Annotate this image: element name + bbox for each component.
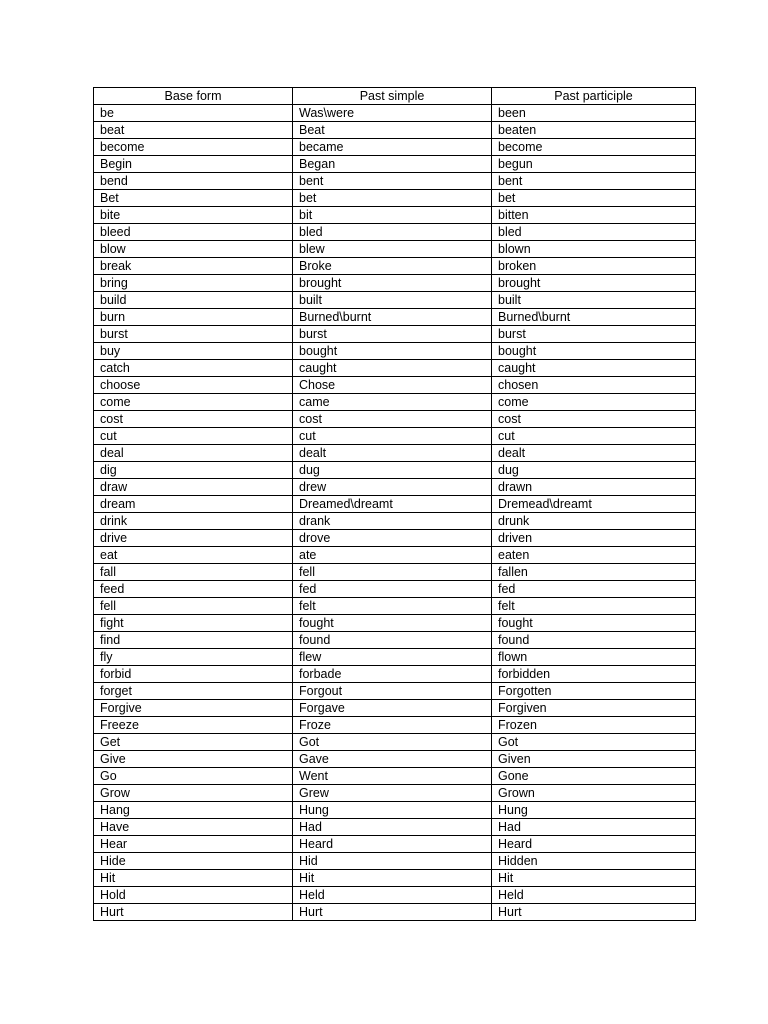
table-row bbox=[94, 581, 696, 598]
cell-past-participle: blown bbox=[492, 241, 696, 258]
table-row bbox=[94, 394, 696, 411]
cell-base-form: draw bbox=[94, 479, 293, 496]
cell-base-form: fall bbox=[94, 564, 293, 581]
cell-past-simple: Hurt bbox=[293, 904, 492, 921]
table-row bbox=[94, 462, 696, 479]
cell-past-participle: Hung bbox=[492, 802, 696, 819]
table-row bbox=[94, 513, 696, 530]
cell-past-simple: found bbox=[293, 632, 492, 649]
cell-past-simple: Hid bbox=[293, 853, 492, 870]
table-row bbox=[94, 428, 696, 445]
cell-past-simple: dealt bbox=[293, 445, 492, 462]
cell-past-participle: Forgotten bbox=[492, 683, 696, 700]
table-row bbox=[94, 360, 696, 377]
cell-past-simple: Began bbox=[293, 156, 492, 173]
cell-past-participle: Got bbox=[492, 734, 696, 751]
cell-past-simple: forbade bbox=[293, 666, 492, 683]
cell-base-form: build bbox=[94, 292, 293, 309]
table-row bbox=[94, 768, 696, 785]
cell-base-form: dig bbox=[94, 462, 293, 479]
table-row bbox=[94, 343, 696, 360]
cell-past-simple: burst bbox=[293, 326, 492, 343]
cell-past-simple: bet bbox=[293, 190, 492, 207]
cell-past-participle: Forgiven bbox=[492, 700, 696, 717]
cell-past-participle: cost bbox=[492, 411, 696, 428]
cell-base-form: bend bbox=[94, 173, 293, 190]
table-row bbox=[94, 887, 696, 904]
cell-base-form: fly bbox=[94, 649, 293, 666]
cell-past-participle: fought bbox=[492, 615, 696, 632]
cell-base-form: drink bbox=[94, 513, 293, 530]
table-row bbox=[94, 530, 696, 547]
cell-past-simple: fed bbox=[293, 581, 492, 598]
table-row bbox=[94, 173, 696, 190]
cell-base-form: Forgive bbox=[94, 700, 293, 717]
cell-past-simple: built bbox=[293, 292, 492, 309]
cell-past-simple: Froze bbox=[293, 717, 492, 734]
cell-past-simple: Hung bbox=[293, 802, 492, 819]
table-row bbox=[94, 207, 696, 224]
cell-base-form: buy bbox=[94, 343, 293, 360]
table-row bbox=[94, 377, 696, 394]
cell-base-form: deal bbox=[94, 445, 293, 462]
table-row bbox=[94, 836, 696, 853]
cell-past-simple: brought bbox=[293, 275, 492, 292]
cell-base-form: Bet bbox=[94, 190, 293, 207]
header-past-participle: Past participle bbox=[492, 88, 696, 105]
cell-base-form: Have bbox=[94, 819, 293, 836]
cell-past-simple: Burned\burnt bbox=[293, 309, 492, 326]
cell-base-form: bring bbox=[94, 275, 293, 292]
cell-base-form: Get bbox=[94, 734, 293, 751]
cell-past-participle: felt bbox=[492, 598, 696, 615]
cell-past-participle: bitten bbox=[492, 207, 696, 224]
table-row bbox=[94, 258, 696, 275]
table-row bbox=[94, 598, 696, 615]
table-row bbox=[94, 105, 696, 122]
table-row bbox=[94, 190, 696, 207]
table-row bbox=[94, 547, 696, 564]
cell-past-simple: Heard bbox=[293, 836, 492, 853]
cell-past-participle: bled bbox=[492, 224, 696, 241]
cell-past-participle: dealt bbox=[492, 445, 696, 462]
cell-past-participle: driven bbox=[492, 530, 696, 547]
cell-past-simple: Gave bbox=[293, 751, 492, 768]
table-row bbox=[94, 309, 696, 326]
cell-past-participle: forbidden bbox=[492, 666, 696, 683]
cell-past-participle: Frozen bbox=[492, 717, 696, 734]
cell-past-simple: blew bbox=[293, 241, 492, 258]
cell-base-form: forbid bbox=[94, 666, 293, 683]
header-base-form: Base form bbox=[94, 88, 293, 105]
cell-past-participle: Heard bbox=[492, 836, 696, 853]
cell-base-form: feed bbox=[94, 581, 293, 598]
table-row bbox=[94, 751, 696, 768]
cell-past-simple: Beat bbox=[293, 122, 492, 139]
cell-past-simple: Grew bbox=[293, 785, 492, 802]
cell-base-form: Hit bbox=[94, 870, 293, 887]
cell-base-form: Hear bbox=[94, 836, 293, 853]
cell-past-participle: Had bbox=[492, 819, 696, 836]
table-body bbox=[94, 105, 696, 921]
cell-base-form: fight bbox=[94, 615, 293, 632]
table-row bbox=[94, 632, 696, 649]
table-row bbox=[94, 496, 696, 513]
table-row bbox=[94, 802, 696, 819]
cell-past-participle: drunk bbox=[492, 513, 696, 530]
cell-base-form: Grow bbox=[94, 785, 293, 802]
cell-past-participle: Held bbox=[492, 887, 696, 904]
cell-base-form: drive bbox=[94, 530, 293, 547]
cell-past-participle: chosen bbox=[492, 377, 696, 394]
cell-past-simple: bit bbox=[293, 207, 492, 224]
table-row bbox=[94, 700, 696, 717]
cell-past-participle: begun bbox=[492, 156, 696, 173]
cell-past-simple: fell bbox=[293, 564, 492, 581]
cell-past-participle: flown bbox=[492, 649, 696, 666]
cell-base-form: find bbox=[94, 632, 293, 649]
table-row bbox=[94, 275, 696, 292]
cell-base-form: Go bbox=[94, 768, 293, 785]
table-row bbox=[94, 479, 696, 496]
table-row bbox=[94, 717, 696, 734]
cell-base-form: come bbox=[94, 394, 293, 411]
table-row bbox=[94, 649, 696, 666]
cell-base-form: cost bbox=[94, 411, 293, 428]
cell-base-form: burst bbox=[94, 326, 293, 343]
cell-past-simple: cut bbox=[293, 428, 492, 445]
table-row bbox=[94, 139, 696, 156]
table-row bbox=[94, 785, 696, 802]
cell-past-participle: been bbox=[492, 105, 696, 122]
cell-past-participle: eaten bbox=[492, 547, 696, 564]
cell-base-form: forget bbox=[94, 683, 293, 700]
cell-past-participle: Hidden bbox=[492, 853, 696, 870]
cell-base-form: beat bbox=[94, 122, 293, 139]
cell-past-simple: drank bbox=[293, 513, 492, 530]
cell-base-form: blow bbox=[94, 241, 293, 258]
cell-past-participle: Hurt bbox=[492, 904, 696, 921]
cell-past-simple: ate bbox=[293, 547, 492, 564]
cell-past-simple: Held bbox=[293, 887, 492, 904]
cell-past-simple: Was\were bbox=[293, 105, 492, 122]
table-row bbox=[94, 853, 696, 870]
cell-base-form: burn bbox=[94, 309, 293, 326]
cell-base-form: Hang bbox=[94, 802, 293, 819]
cell-past-participle: bought bbox=[492, 343, 696, 360]
cell-past-simple: bought bbox=[293, 343, 492, 360]
table-row bbox=[94, 445, 696, 462]
cell-past-participle: dug bbox=[492, 462, 696, 479]
cell-past-participle: Dremead\dreamt bbox=[492, 496, 696, 513]
cell-base-form: bleed bbox=[94, 224, 293, 241]
cell-past-simple: Had bbox=[293, 819, 492, 836]
cell-base-form: catch bbox=[94, 360, 293, 377]
cell-base-form: Hide bbox=[94, 853, 293, 870]
table-header bbox=[94, 88, 696, 105]
cell-base-form: Hurt bbox=[94, 904, 293, 921]
cell-past-simple: became bbox=[293, 139, 492, 156]
header-past-simple: Past simple bbox=[293, 88, 492, 105]
cell-base-form: Give bbox=[94, 751, 293, 768]
cell-base-form: bite bbox=[94, 207, 293, 224]
table-row bbox=[94, 870, 696, 887]
cell-base-form: Begin bbox=[94, 156, 293, 173]
cell-past-simple: Forgout bbox=[293, 683, 492, 700]
cell-past-simple: cost bbox=[293, 411, 492, 428]
cell-past-participle: Burned\burnt bbox=[492, 309, 696, 326]
table-row bbox=[94, 156, 696, 173]
cell-past-participle: burst bbox=[492, 326, 696, 343]
cell-past-participle: built bbox=[492, 292, 696, 309]
cell-past-simple: Broke bbox=[293, 258, 492, 275]
cell-past-simple: caught bbox=[293, 360, 492, 377]
cell-past-simple: Forgave bbox=[293, 700, 492, 717]
cell-past-participle: fallen bbox=[492, 564, 696, 581]
cell-past-simple: dug bbox=[293, 462, 492, 479]
cell-base-form: choose bbox=[94, 377, 293, 394]
cell-past-simple: fought bbox=[293, 615, 492, 632]
header-row bbox=[94, 88, 696, 105]
cell-past-simple: Dreamed\dreamt bbox=[293, 496, 492, 513]
cell-past-simple: Hit bbox=[293, 870, 492, 887]
cell-past-participle: drawn bbox=[492, 479, 696, 496]
cell-past-simple: felt bbox=[293, 598, 492, 615]
table-row bbox=[94, 564, 696, 581]
cell-past-simple: drew bbox=[293, 479, 492, 496]
cell-past-participle: bet bbox=[492, 190, 696, 207]
cell-base-form: eat bbox=[94, 547, 293, 564]
table-row bbox=[94, 122, 696, 139]
cell-past-simple: Got bbox=[293, 734, 492, 751]
cell-past-simple: Chose bbox=[293, 377, 492, 394]
table-row bbox=[94, 683, 696, 700]
cell-past-participle: caught bbox=[492, 360, 696, 377]
cell-past-participle: broken bbox=[492, 258, 696, 275]
irregular-verbs-table bbox=[93, 87, 696, 921]
cell-past-simple: drove bbox=[293, 530, 492, 547]
table-row bbox=[94, 904, 696, 921]
cell-base-form: Hold bbox=[94, 887, 293, 904]
cell-past-participle: become bbox=[492, 139, 696, 156]
table-row bbox=[94, 326, 696, 343]
table-row bbox=[94, 224, 696, 241]
cell-past-simple: came bbox=[293, 394, 492, 411]
table-row bbox=[94, 734, 696, 751]
cell-base-form: Freeze bbox=[94, 717, 293, 734]
cell-base-form: break bbox=[94, 258, 293, 275]
cell-base-form: be bbox=[94, 105, 293, 122]
table-row bbox=[94, 241, 696, 258]
cell-past-participle: Grown bbox=[492, 785, 696, 802]
table-row bbox=[94, 615, 696, 632]
table-row bbox=[94, 819, 696, 836]
table-row bbox=[94, 411, 696, 428]
table-row bbox=[94, 292, 696, 309]
cell-base-form: become bbox=[94, 139, 293, 156]
cell-past-participle: cut bbox=[492, 428, 696, 445]
table-row bbox=[94, 666, 696, 683]
cell-past-participle: found bbox=[492, 632, 696, 649]
cell-past-simple: bled bbox=[293, 224, 492, 241]
cell-past-participle: bent bbox=[492, 173, 696, 190]
cell-past-participle: Gone bbox=[492, 768, 696, 785]
cell-base-form: dream bbox=[94, 496, 293, 513]
cell-past-participle: brought bbox=[492, 275, 696, 292]
cell-base-form: fell bbox=[94, 598, 293, 615]
cell-past-participle: come bbox=[492, 394, 696, 411]
cell-past-participle: Given bbox=[492, 751, 696, 768]
cell-past-simple: flew bbox=[293, 649, 492, 666]
cell-past-participle: beaten bbox=[492, 122, 696, 139]
cell-base-form: cut bbox=[94, 428, 293, 445]
cell-past-participle: fed bbox=[492, 581, 696, 598]
cell-past-participle: Hit bbox=[492, 870, 696, 887]
cell-past-simple: Went bbox=[293, 768, 492, 785]
cell-past-simple: bent bbox=[293, 173, 492, 190]
